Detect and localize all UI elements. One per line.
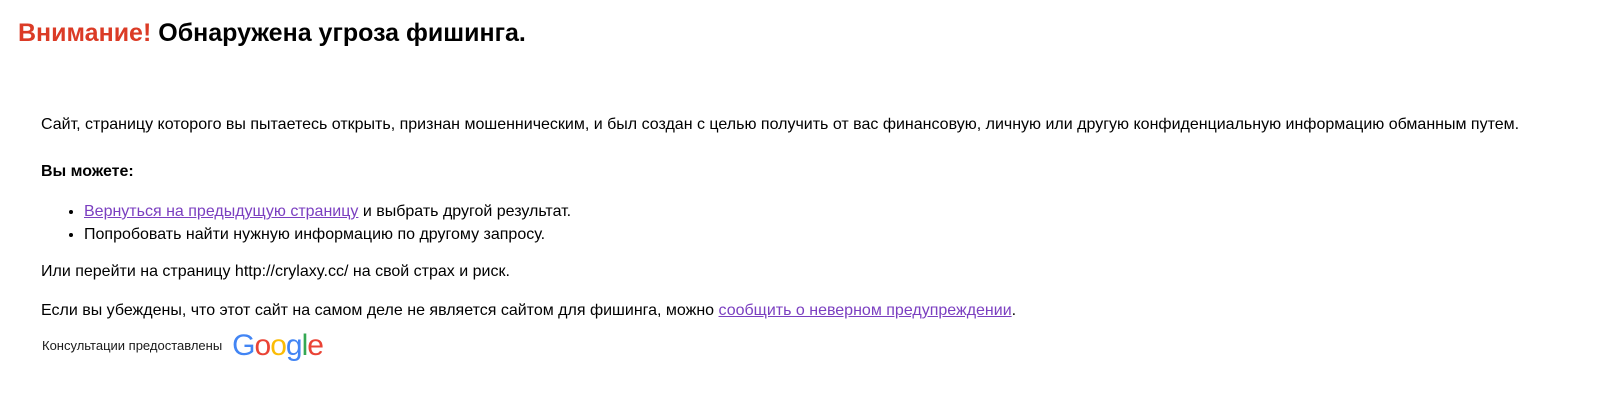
report-text-before: Если вы убеждены, что этот сайт на самом деле не является сайтом для фишинга, можно xyxy=(41,302,719,319)
page-title xyxy=(18,18,1600,48)
provided-by-label: Консультации предоставлены xyxy=(42,338,223,353)
google-logo-letter: G xyxy=(232,329,255,362)
option-1-rest-text: и выбрать другой результат. xyxy=(358,203,572,220)
target-url-text: http://crylaxy.cc/ xyxy=(234,263,349,280)
proceed-text-before: Или перейти на страницу xyxy=(41,263,235,280)
phishing-warning-page xyxy=(0,18,1600,362)
page-title-text: Обнаружена угроза фишинга. xyxy=(158,19,526,47)
options-label: Вы можете: xyxy=(41,163,134,180)
report-text-after: . xyxy=(1011,302,1017,319)
proceed-text-after: на свой страх и риск. xyxy=(348,263,510,280)
option-2-text: Попробовать найти нужную информацию по другому запросу. xyxy=(84,226,546,243)
footer-row xyxy=(42,330,1545,362)
options-list xyxy=(41,200,1545,246)
warning-label: Внимание! xyxy=(18,19,152,47)
proceed-paragraph xyxy=(41,261,1545,283)
report-paragraph xyxy=(41,300,1545,322)
list-item xyxy=(84,223,1545,246)
main-content xyxy=(41,114,1545,362)
google-logo-letter: l xyxy=(301,329,308,362)
google-logo-letter: o xyxy=(270,329,286,362)
list-item xyxy=(84,200,1545,223)
google-logo-letter: e xyxy=(307,329,323,362)
google-logo-letter: g xyxy=(285,329,302,362)
back-to-previous-page-link[interactable]: Вернуться на предыдущую страницу xyxy=(84,203,359,220)
report-incorrect-warning-link[interactable]: сообщить о неверном предупреждении xyxy=(718,302,1012,319)
intro-paragraph: Сайт, страницу которого вы пытаетесь открыть, признан мошенническим, и был создан с целью получить от вас финансовую, личную или другую конфиденциальную информацию обманным путем. xyxy=(41,116,1520,133)
google-logo xyxy=(232,330,323,362)
google-logo-letter: o xyxy=(254,329,271,362)
